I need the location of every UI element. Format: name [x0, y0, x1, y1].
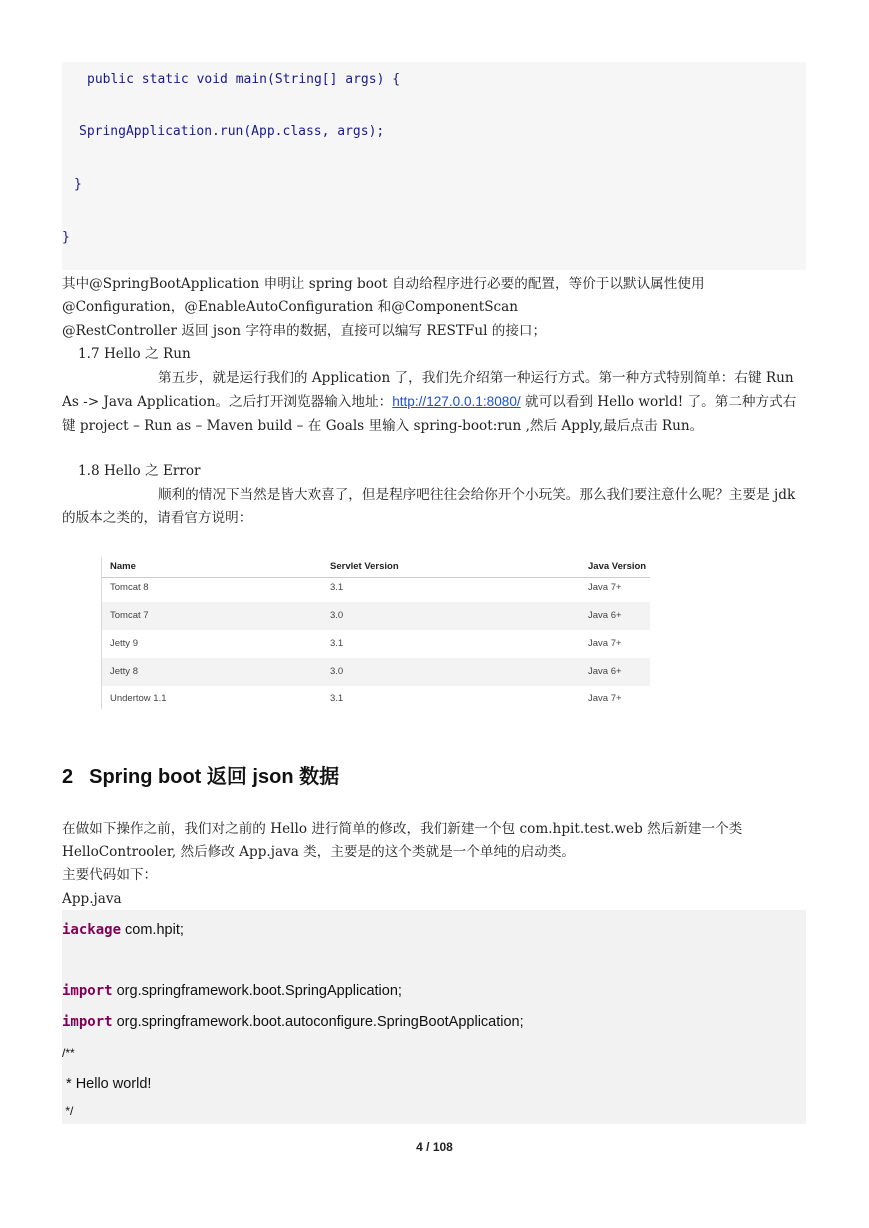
cell-servlet: 3.0 — [330, 666, 344, 677]
section-1-7-text-b: 就可以看到 Hello world! 了。第二种方式右键 project – Run as – Maven build – 在 Goals 里输入 spring-boot:run ,然后 Apply,最后点击 Run。 — [62, 394, 797, 434]
table-row — [101, 574, 650, 602]
cell-servlet: 3.0 — [330, 610, 344, 621]
code-text: org.springframework.boot.SpringApplication; — [112, 983, 402, 999]
keyword: import — [62, 1014, 113, 1030]
localhost-link[interactable]: http://127.0.0.1:8080/ — [392, 394, 521, 410]
table-row — [101, 658, 650, 686]
section-2-intro: 在做如下操作之前，我们对之前的 Hello 进行简单的修改，我们新建一个包 com.hpit.test.web 然后新建一个类 HelloControoler, 然后修改 App.java 类，主要是的这个类就是一个单纯的启动类。 — [62, 821, 743, 861]
code-line: SpringApplication.run(App.class, args); — [79, 124, 385, 139]
section-2-number: 2 — [62, 766, 74, 788]
cell-name: Jetty 9 — [110, 638, 138, 649]
code-block-app-java — [62, 910, 806, 1124]
section-2-title: Spring boot 返回 json 数据 — [89, 766, 340, 788]
cell-name: Tomcat 7 — [110, 610, 149, 621]
keyword: import — [62, 983, 113, 999]
main-code-label: 主要代码如下： — [62, 867, 158, 883]
code-line: } — [74, 177, 82, 192]
code-line-comment: /** — [62, 1046, 75, 1060]
paragraph-restcontroller: @RestController 返回 json 字符串的数据，直接可以编写 RESTFul 的接口； — [62, 323, 547, 339]
header-name: Name — [110, 561, 136, 572]
paragraph-springbootapplication: 其中@SpringBootApplication 申明让 spring boot 自动给程序进行必要的配置，等价于以默认属性使用@Configuration，@EnableAutoConfiguration 和@ComponentScan — [62, 276, 705, 316]
section-1-7-text-a: 第五步，就是运行我们的 Application 了，我们先介绍第一种运行方式。第一种方式特别简单：右键 Run As -> Java Application。之后打开浏览器输入地址： — [62, 370, 794, 411]
table-row — [101, 685, 650, 713]
code-line-comment: */ — [62, 1104, 74, 1118]
code-text: org.springframework.boot.autoconfigure.SpringBootApplication; — [112, 1014, 524, 1030]
code-line: public static void main(String[] args) { — [87, 72, 401, 87]
code-line-package — [62, 922, 184, 938]
section-1-8-body: 顺利的情况下当然是皆大欢喜了，但是程序吧往往会给你开个小玩笑。那么我们要注意什么呢？主要是 jdk 的版本之类的，请看官方说明： — [62, 487, 796, 527]
section-1-7-body — [62, 367, 807, 438]
code-line-comment: * Hello world! — [62, 1076, 152, 1092]
file-label: App.java — [62, 891, 122, 907]
cell-name: Jetty 8 — [110, 666, 138, 677]
section-1-7-title: 1.7 Hello 之 Run — [78, 346, 191, 362]
code-line: } — [62, 230, 70, 245]
cell-servlet: 3.1 — [330, 693, 344, 704]
cell-java: Java 6+ — [588, 666, 622, 677]
cell-servlet: 3.1 — [330, 638, 344, 649]
cell-servlet: 3.1 — [330, 582, 344, 593]
code-block-main-method — [62, 62, 806, 270]
code-line-import — [62, 983, 402, 999]
cell-name: Tomcat 8 — [110, 582, 149, 593]
cell-name: Undertow 1.1 — [110, 693, 167, 704]
cell-java: Java 7+ — [588, 638, 622, 649]
header-servlet-version: Servlet Version — [330, 561, 399, 572]
section-1-8-title: 1.8 Hello 之 Error — [78, 463, 201, 479]
cell-java: Java 6+ — [588, 610, 622, 621]
servlet-version-table — [101, 557, 651, 709]
cell-java: Java 7+ — [588, 582, 622, 593]
header-java-version: Java Version — [588, 561, 647, 572]
table-row — [101, 602, 650, 630]
table-row — [101, 630, 650, 658]
page-number: 4 / 108 — [416, 1140, 453, 1154]
table-left-border — [101, 557, 102, 709]
code-text: com.hpit; — [121, 922, 184, 938]
keyword: iackage — [62, 922, 122, 938]
code-line-import — [62, 1014, 524, 1030]
cell-java: Java 7+ — [588, 693, 622, 704]
section-2-heading — [62, 760, 339, 789]
